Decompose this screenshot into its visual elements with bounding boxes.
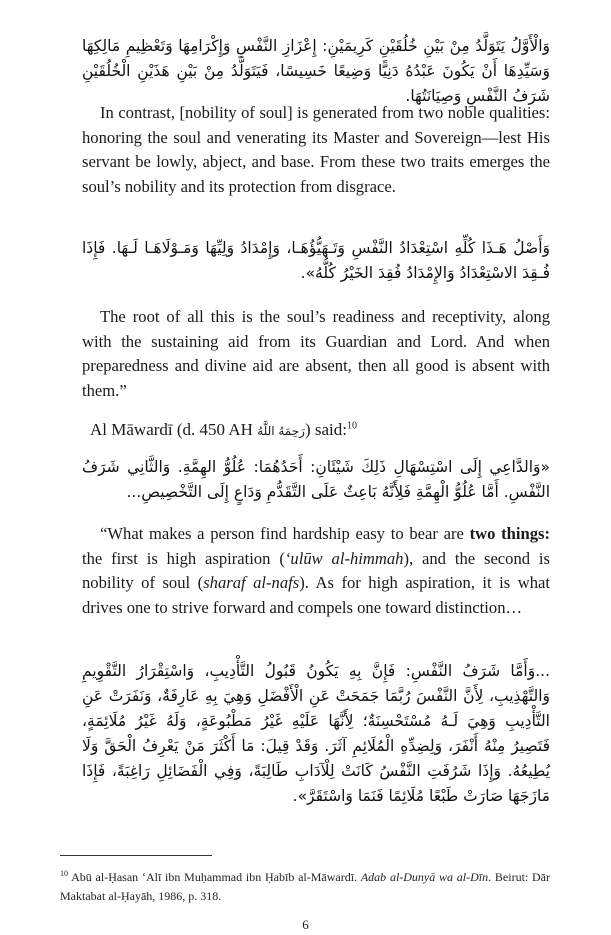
arabic-passage-3: «وَالدَّاعِي إِلَى اسْتِسْهَالِ ذَلِكَ شَيْئَانِ: أَحَدُهُمَا: عُلُوُّ الهِمَّةِ. وَالثَّانِي شَرَفُ النَّفْسِ. أَمَّا عُلُوُّ الْهِمَّةِ فَلِأَنَّهُ بَاعِثٌ عَلَى التَّقَدُّمِ وَدَاعٍ إِلَى التَّخْصِيصِ... (82, 458, 550, 501)
arabic-passage-1: وَالْأَوَّلُ يَتَوَلَّدُ مِنْ بَيْنِ خُلُقَيْنِ كَرِيمَيْنِ: إِعْزَازِ النَّفْسِ وَإِكْرَامِهَا وَتَعْظِيمِ مَالِكِهَا وَسَيِّدِهَا أَنْ يَكُونَ عَبْدُهُ دَنِيًّا وَضِيعًا خَسِيسًا، فَيَتَوَلَّدُ مِنْ بَيْنِ هَذَيْنِ الْخُلُقَيْنِ شَرَفُ النَّفْسِ وَصِيَانَتُهَا. (82, 37, 550, 105)
quote-attribution-heading (90, 420, 357, 440)
footnote-rest: . Beirut: Dār Maktabat al-Ḥayāh, 1986, p. 318. (60, 870, 550, 903)
english-3-part-3: ), and the second is nobility of soul ( (82, 548, 550, 593)
english-translation-2-text: The root of all this is the soul’s readiness and receptivity, along with the sustaining aid from its Guardian and Lord. And when preparedness and divine aid are absent, then all good is absent with them.” (82, 307, 550, 400)
english-translation-3 (82, 522, 550, 620)
footnote-ref: 10 (346, 420, 357, 432)
english-3-italic-1: ‘ulūw al-himmah (284, 548, 404, 568)
page-number: 6 (302, 917, 309, 932)
footnote-divider (60, 855, 212, 856)
english-translation-1-text: In contrast, [nobility of soul] is generated from two noble qualities: honoring the soul and venerating its Master and Sovereign—lest His servant be lowly, abject, and base. From these two traits emerges the soul’s nobility and its protection from disgrace. (82, 103, 550, 196)
english-3-part-4: ). As for high aspiration, it is what drives one to strive forward and compels one toward distinction… (82, 573, 550, 617)
english-3-part-2: the first is high aspiration ( (82, 548, 285, 568)
footnote-number: 10 (60, 869, 68, 878)
english-translation-1 (82, 101, 550, 199)
honorific: رَحِمَهُ اللَّهُ (257, 424, 305, 438)
footnote-title: Adab al-Dunyā wa al-Dīn (360, 870, 489, 884)
english-3-italic-2: sharaf al-nafs (203, 573, 300, 593)
english-3-bold: two things: (469, 524, 550, 543)
arabic-passage-4: ...وَأَمَّا شَرَفُ النَّفْسِ: فَإِنَّ بِهِ يَكُونُ قَبُولُ التَّأْدِيبِ، وَاسْتِقْرَارُ التَّقْوِيمِ وَالتَّهْذِيبِ، لِأَنَّ النَّفْسَ رُبَّمَا جَمَحَتْ عَنِ الْأَفْضَلِ وَهِيَ بِهِ عَارِفَةٌ، وَنَفَرَتْ عَنِ التَّأْدِيبِ وَهِيَ لَـهُ مُسْتَحْسِنَةٌ؛ لِأَنَّهَا عَلَيْهِ غَيْرُ مَطْبُوعَةٍ، وَلَهُ غَيْرُ مُلَائِمَةٍ، فَتَصِيرُ مِنْهُ أَنْفَرَ، وَلِضِدِّهِ الْمُلَائِمِ آثَرَ. وَقَدْ قِيلَ: مَا أَكْثَرَ مَنْ يَعْرِفُ الْحَقَّ وَلَا يُطِيعُهُ. وَإِذَا شَرُفَتِ النَّفْسُ كَانَتْ لِلْآدَابِ طَالِبَةً، وَفِي الْفَضَائِلِ رَاغِبَةً، فَإِذَا مَازَجَهَا صَارَتْ طَبْعًا مُلَائِمًا فَنَمَا وَاسْتَقَرَّ». (82, 662, 550, 805)
footnote (60, 868, 550, 906)
heading-suffix: ) said: (304, 420, 347, 439)
english-translation-2 (82, 305, 550, 403)
heading-prefix: Al Māwardī (d. 450 AH (90, 420, 258, 439)
arabic-passage-2: وَأَصْلُ هَـذَا كُلِّهِ اسْتِعْدَادُ النَّفْسِ وَتَـهَيُّؤُهَـا، وَإِمْدَادُ وَلِيِّهَا وَمَـوْلَاهَـا لَـهَا. فَإِذَا فُـقِدَ الاسْتِعْدَادُ وَالإِمْدَادُ فُقِدَ الخَيْرُ كُلُّهُ». (82, 239, 550, 282)
footnote-text: Abū al-Ḥasan ‘Alī ibn Muḥammad ibn Ḥabīb al-Māwardī. (68, 870, 361, 884)
english-3-part-1: “What makes a person find hardship easy to bear are (100, 524, 470, 543)
